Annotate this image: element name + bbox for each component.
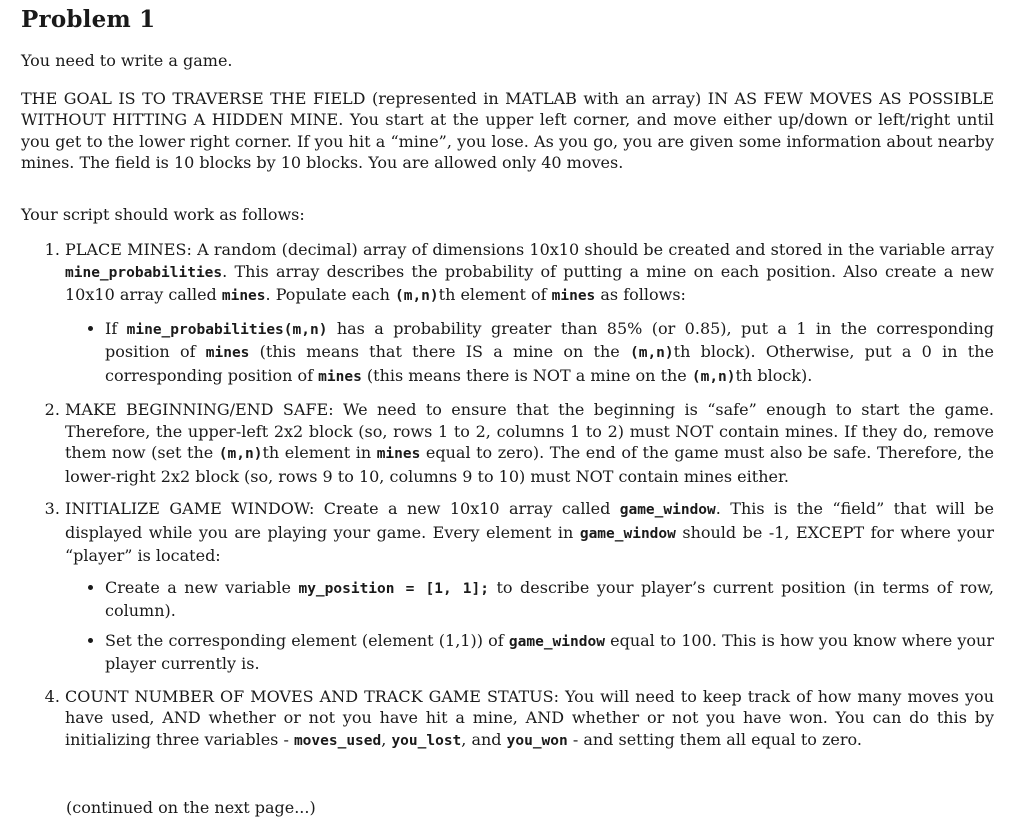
step-3-bullet-2: • Set the corresponding element (element (1,1)) of game_window equal to 100. This is how you know where your player currently is. (105, 630, 994, 675)
lead-text: Your script should work as follows: (21, 204, 305, 224)
steps-list (21, 239, 994, 752)
step-1-bullet-1: • If mine_probabilities(m,n) has a probability greater than 85% (or 0.85), put a 1 in the corresponding position of mines (this means that there IS a mine on the (m,n)th block). Otherwise, put a 0 in the corresponding position of mines (this means there is NOT a mine on the (m,n)th block). (105, 318, 994, 389)
step-3-bullets (65, 577, 994, 675)
step-4: 4. COUNT NUMBER OF MOVES AND TRACK GAME STATUS: You will need to keep track of how many moves you have used, AND whether or not you have hit a mine, AND whether or not you have won. You can do this by initializing three variables - moves_used, you_lost, and you_won - and setting them all equal to zero. (65, 686, 994, 753)
step-1: 1. PLACE MINES: A random (decimal) array of dimensions 10x10 should be created and stored in the variable array mine_probabilities. This array describes the probability of putting a mine on each position. Also create a new 10x10 array called mines. Populate each (m,n)th element of mines as follows: • If mine_probabilities(m,n) has a probability greater than 85% (or 0.85), put a 1 in the corresponding position of mines (this means that there IS a mine on the (m,n)th block). Otherwise, put a 0 in the corresponding position of mines (this means there is NOT a mine on the (m,n)th block). (65, 239, 994, 388)
page-title: Problem 1 (21, 6, 156, 33)
step-2: 2. MAKE BEGINNING/END SAFE: We need to ensure that the beginning is “safe” enough to start the game. Therefore, the upper-left 2x2 block (so, rows 1 to 2, columns 1 to 2) must NOT contain mines. If they do, remove them now (set the (m,n)th element in mines equal to zero). The end of the game must also be safe. Therefore, the lower-right 2x2 block (so, rows 9 to 10, columns 9 to 10) must NOT contain mines either. (65, 399, 994, 487)
intro-text: You need to write a game. (21, 51, 233, 70)
goal-paragraph: THE GOAL IS TO TRAVERSE THE FIELD (represented in MATLAB with an array) IN AS FEW MOVES AS POSSIBLE WITHOUT HITTING A HIDDEN MINE. You start at the upper left corner, and move either up/down or left/right until you get to the lower right corner. If you hit a “mine”, you lose. As you go, you are given some information about nearby mines. The field is 10 blocks by 10 blocks. You are allowed only 40 moves. (21, 88, 994, 172)
step-3: 3. INITIALIZE GAME WINDOW: Create a new 10x10 array called game_window. This is the “field” that will be displayed while you are playing your game. Every element in game_window should be -1, EXCEPT for where your “player” is located: • Create a new variable my_position = [1, 1]; to describe your player’s current position (in terms of row, column). • Set the corresponding element (element (1,1)) of game_window equal to 100. This is how you know where your player currently is. (65, 498, 994, 675)
step-3-bullet-1: • Create a new variable my_position = [1, 1]; to describe your player’s current position (in terms of row, column). (105, 577, 994, 622)
step-1-bullets (65, 318, 994, 389)
continued-note: (continued on the next page...) (66, 798, 316, 817)
